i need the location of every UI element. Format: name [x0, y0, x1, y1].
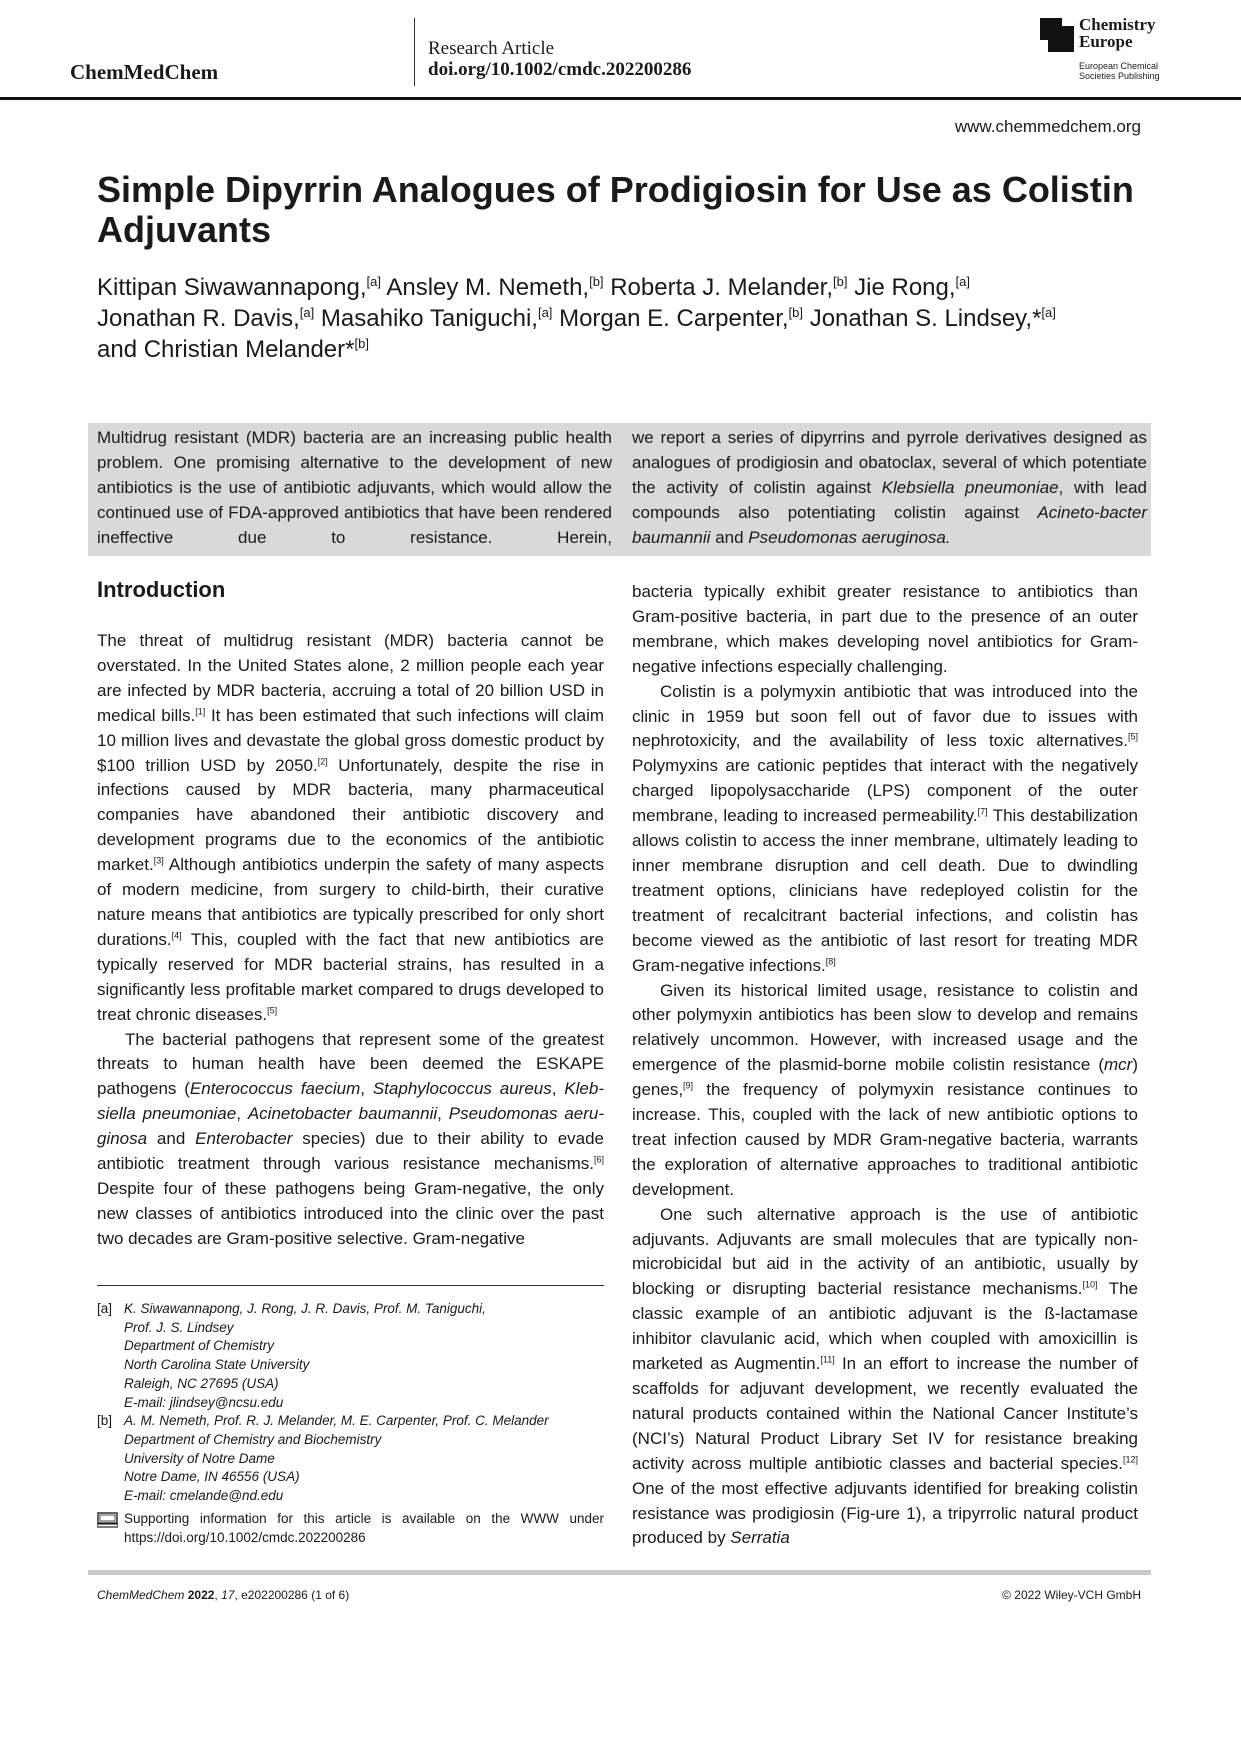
paragraph: Given its historical limited usage, resistance to colistin and other polymyxin antibiotics has been slow to develop and remains relatively uncommon. However, with increased usage and the emergence of the plasmid-borne mobile colistin resistance (mcr) genes,[9] the frequency of polymyxin resistance continues to increase. This, coupled with the lack of new antibiotic options to treat infection caused by MDR Gram-negative bacteria, warrants the exploration of alternative approaches to traditional antibiotic development. — [632, 980, 1138, 1199]
paragraph: The threat of multidrug resistant (MDR) bacteria cannot be overstated. In the United States alone, 2 million people each year are infected by MDR bacteria, accruing a total of 20 billion USD in medical bills.[1] It has been estimated that such infections will claim 10 million lives and devastate the global gross domestic product by $100 trillion USD by 2050.[2] Unfortunately, despite the rise in infections caused by MDR bacteria, many pharmaceutical companies have abandoned their antibiotic discovery and development programs due to the economics of the antibiotic market.[3] Although antibiotics underpin the safety of many aspects of modern medicine, from surgery to child-birth, their curative nature means that antibiotics are typically prescribed for only short durations.[4] This, coupled with the fact that new antibiotics are typically reserved for MDR bacterial strains, has resulted in a significantly less profitable market compared to drugs developed to treat chronic diseases.[5] — [97, 631, 605, 1024]
citation[interactable]: [6] — [593, 1154, 604, 1165]
author: Jonathan R. Davis, — [97, 305, 300, 332]
publisher-subtitle — [1079, 61, 1160, 81]
author-affil: [a] — [537, 305, 553, 320]
citation[interactable]: [4] — [171, 930, 182, 941]
footer-citation: ChemMedChem 2022, 17, e202200286 (1 of 6) — [97, 1588, 350, 1602]
citation[interactable]: [2] — [317, 755, 328, 766]
body-right-column — [632, 580, 1138, 1551]
author: Kittipan Siwawannapong, — [97, 274, 367, 301]
footer-copyright: © 2022 Wiley-VCH GmbH — [1002, 1588, 1141, 1602]
journal-website-link[interactable]: www.chemmedchem.org — [954, 117, 1141, 136]
section-heading-introduction: Introduction — [97, 577, 226, 602]
paragraph: Colistin is a polymyxin antibiotic that was introduced into the clinic in 1959 but soon fell out of favor due to issues with nephrotoxicity, and the availability of less toxic alternatives.[5] Polymyxins are cationic peptides that interact with the negatively charged lipopolysaccharide (LPS) component of the outer membrane, leading to increased permeability.[7] This destabilization allows colistin to access the inner membrane, ultimately leading to inner membrane disruption and cell death. Due to dwindling treatment options, clinicians have redeployed colistin for the treatment of recalcitrant bacterial infections, and colistin has become viewed as the antibiotic of last resort for treating MDR Gram-negative infections.[8] — [632, 681, 1138, 975]
citation[interactable]: [12] — [1122, 1454, 1138, 1465]
publisher-name — [1079, 16, 1155, 50]
author-affil: [b] — [833, 274, 848, 289]
article-type: Research Article — [428, 38, 555, 59]
abstract-species: Klebsiella pneumoniae — [881, 478, 1059, 497]
author-affil: [b] — [354, 336, 369, 351]
affiliation-tag: [a] — [97, 1301, 113, 1316]
author-affil: [a] — [366, 274, 381, 289]
author: Jie Rong, — [854, 274, 956, 301]
footnote-rule — [97, 1285, 604, 1286]
abstract-text: , with lead compounds also potentiating colistin against — [632, 478, 1147, 522]
publisher-sub2: Societies Publishing — [1079, 71, 1160, 81]
paragraph: The bacterial pathogens that represent some of the greatest threats to human health have been deemed the ESKAPE pathogens (Enterococcus faecium, Staphylococcus aureus, Kleb-siella pneumoniae, Acinetobacter baumannii, Pseudomonas aeru-ginosa and Enterobacter species) due to their ability to evade antibiotic treatment through various resistance mechanisms.[6] Despite four of these pathogens being Gram-negative, the only new classes of antibiotics introduced into the clinic over the past two decades are Gram-positive selective. Gram-negative — [97, 1029, 605, 1248]
journal-name: ChemMedChem — [70, 60, 219, 84]
citation[interactable]: [3] — [153, 855, 164, 866]
publisher-line2: Europe — [1079, 32, 1133, 51]
author-affil: [b] — [788, 305, 804, 320]
author: Masahiko Taniguchi, — [320, 305, 538, 332]
affiliation-line: Notre Dame, IN 46556 (USA) — [124, 1469, 300, 1485]
publisher-sub1: European Chemical — [1079, 61, 1159, 71]
citation[interactable]: [1] — [195, 706, 206, 717]
author: Jonathan S. Lindsey,* — [809, 305, 1042, 332]
computer-icon — [97, 1512, 118, 1528]
author: and Christian Melander* — [97, 336, 355, 363]
affiliation-email[interactable]: E-mail: cmelande@nd.edu — [124, 1488, 284, 1504]
affiliations — [97, 1300, 604, 1506]
abstract-text: we report a series of dipyrrins and pyrrole derivatives designed as analogues of prodigiosin and obatoclax, several of which potentiate the activity of colistin against — [632, 428, 1147, 497]
citation[interactable]: [5] — [267, 1004, 278, 1015]
supporting-info — [97, 1510, 604, 1547]
doi-link[interactable]: doi.org/10.1002/cmdc.202200286 — [428, 59, 692, 80]
abstract-species: Pseudomonas aeruginosa. — [748, 528, 951, 547]
affiliation-line: Department of Chemistry — [124, 1338, 275, 1354]
citation[interactable]: [7] — [977, 806, 988, 817]
affiliation-line: University of Notre Dame — [124, 1450, 275, 1466]
author-affil: [a] — [299, 305, 315, 320]
supporting-info-text: Supporting information for this article is available on the WWW under https://doi.org/10.1002/cmdc.202200286 — [124, 1511, 604, 1545]
chemistry-europe-logo-icon — [1040, 18, 1076, 54]
citation[interactable]: [5] — [1127, 731, 1138, 742]
affiliation-line: Department of Chemistry and Biochemistry — [124, 1431, 382, 1447]
header-rule — [0, 97, 1241, 100]
affiliation-email[interactable]: E-mail: jlindsey@ncsu.edu — [124, 1394, 284, 1410]
article-title: Simple Dipyrrin Analogues of Prodigiosin for Use as Colistin Adjuvants — [97, 169, 1134, 250]
citation[interactable]: [9] — [683, 1080, 694, 1091]
author: Ansley M. Nemeth, — [386, 274, 590, 301]
affiliation-line: Prof. J. S. Lindsey — [124, 1319, 234, 1335]
citation[interactable]: [11] — [820, 1354, 835, 1365]
affiliation-line: K. Siwawannapong, J. Rong, J. R. Davis, Prof. M. Taniguchi, — [124, 1301, 486, 1316]
paragraph: bacteria typically exhibit greater resistance to antibiotics than Gram-positive bacteria, in part due to the presence of an outer membrane, which makes developing novel antibiotics for Gram-negative infections especially challenging. — [632, 582, 1138, 676]
paragraph: One such alternative approach is the use of antibiotic adjuvants. Adjuvants are small molecules that are typically non-microbicidal but aid in the activity of an antibiotic, usually by blocking or disrupting bacterial resistance mechanisms.[10] The classic example of an antibiotic adjuvant is the ß-lactamase inhibitor clavulanic acid, which when coupled with amoxicillin is marketed as Augmentin.[11] In an effort to increase the number of scaffolds for adjuvant development, we recently evaluated the natural products contained within the National Cancer Institute’s (NCI’s) Natural Product Library Set IV for resistance breaking activity across multiple antibiotic classes and bacterial species.[12] One of the most effective adjuvants identified for breaking colistin resistance was prodigiosin (Fig-ure 1), a tripyrrolic natural product produced by Serratia — [632, 1204, 1138, 1548]
author-list — [97, 272, 1157, 365]
author-affil: [a] — [955, 274, 971, 289]
abstract-text: and — [715, 528, 744, 547]
abstract-species: Acineto-bacter baumannii — [632, 503, 1147, 547]
affiliation-b — [97, 1412, 604, 1506]
body-left-column — [97, 629, 604, 1252]
affiliation-a — [97, 1300, 604, 1412]
publisher-line1: Chemistry — [1079, 15, 1156, 34]
affiliation-tag: [b] — [97, 1413, 113, 1429]
author-affil: [a] — [1041, 305, 1056, 320]
affiliation-line: North Carolina State University — [124, 1357, 310, 1373]
abstract-right — [632, 425, 1147, 550]
abstract-left: Multidrug resistant (MDR) bacteria are an increasing public health problem. One promising alternative to the development of new antibiotics is the use of antibiotic adjuvants, which would allow the continued use of FDA-approved antibiotics that have been rendered ineffective due to resistance. Herein, — [97, 428, 612, 547]
author-affil: [b] — [589, 274, 604, 289]
affiliation-line: A. M. Nemeth, Prof. R. J. Melander, M. E. Carpenter, Prof. C. Melander — [124, 1413, 549, 1429]
author: Roberta J. Melander, — [610, 274, 834, 301]
footer-bar — [88, 1570, 1151, 1575]
citation[interactable]: [8] — [825, 955, 836, 966]
author: Morgan E. Carpenter, — [559, 305, 789, 332]
affiliation-line: Raleigh, NC 27695 (USA) — [124, 1375, 279, 1391]
citation[interactable]: [10] — [1082, 1279, 1098, 1290]
header-divider — [414, 18, 415, 86]
